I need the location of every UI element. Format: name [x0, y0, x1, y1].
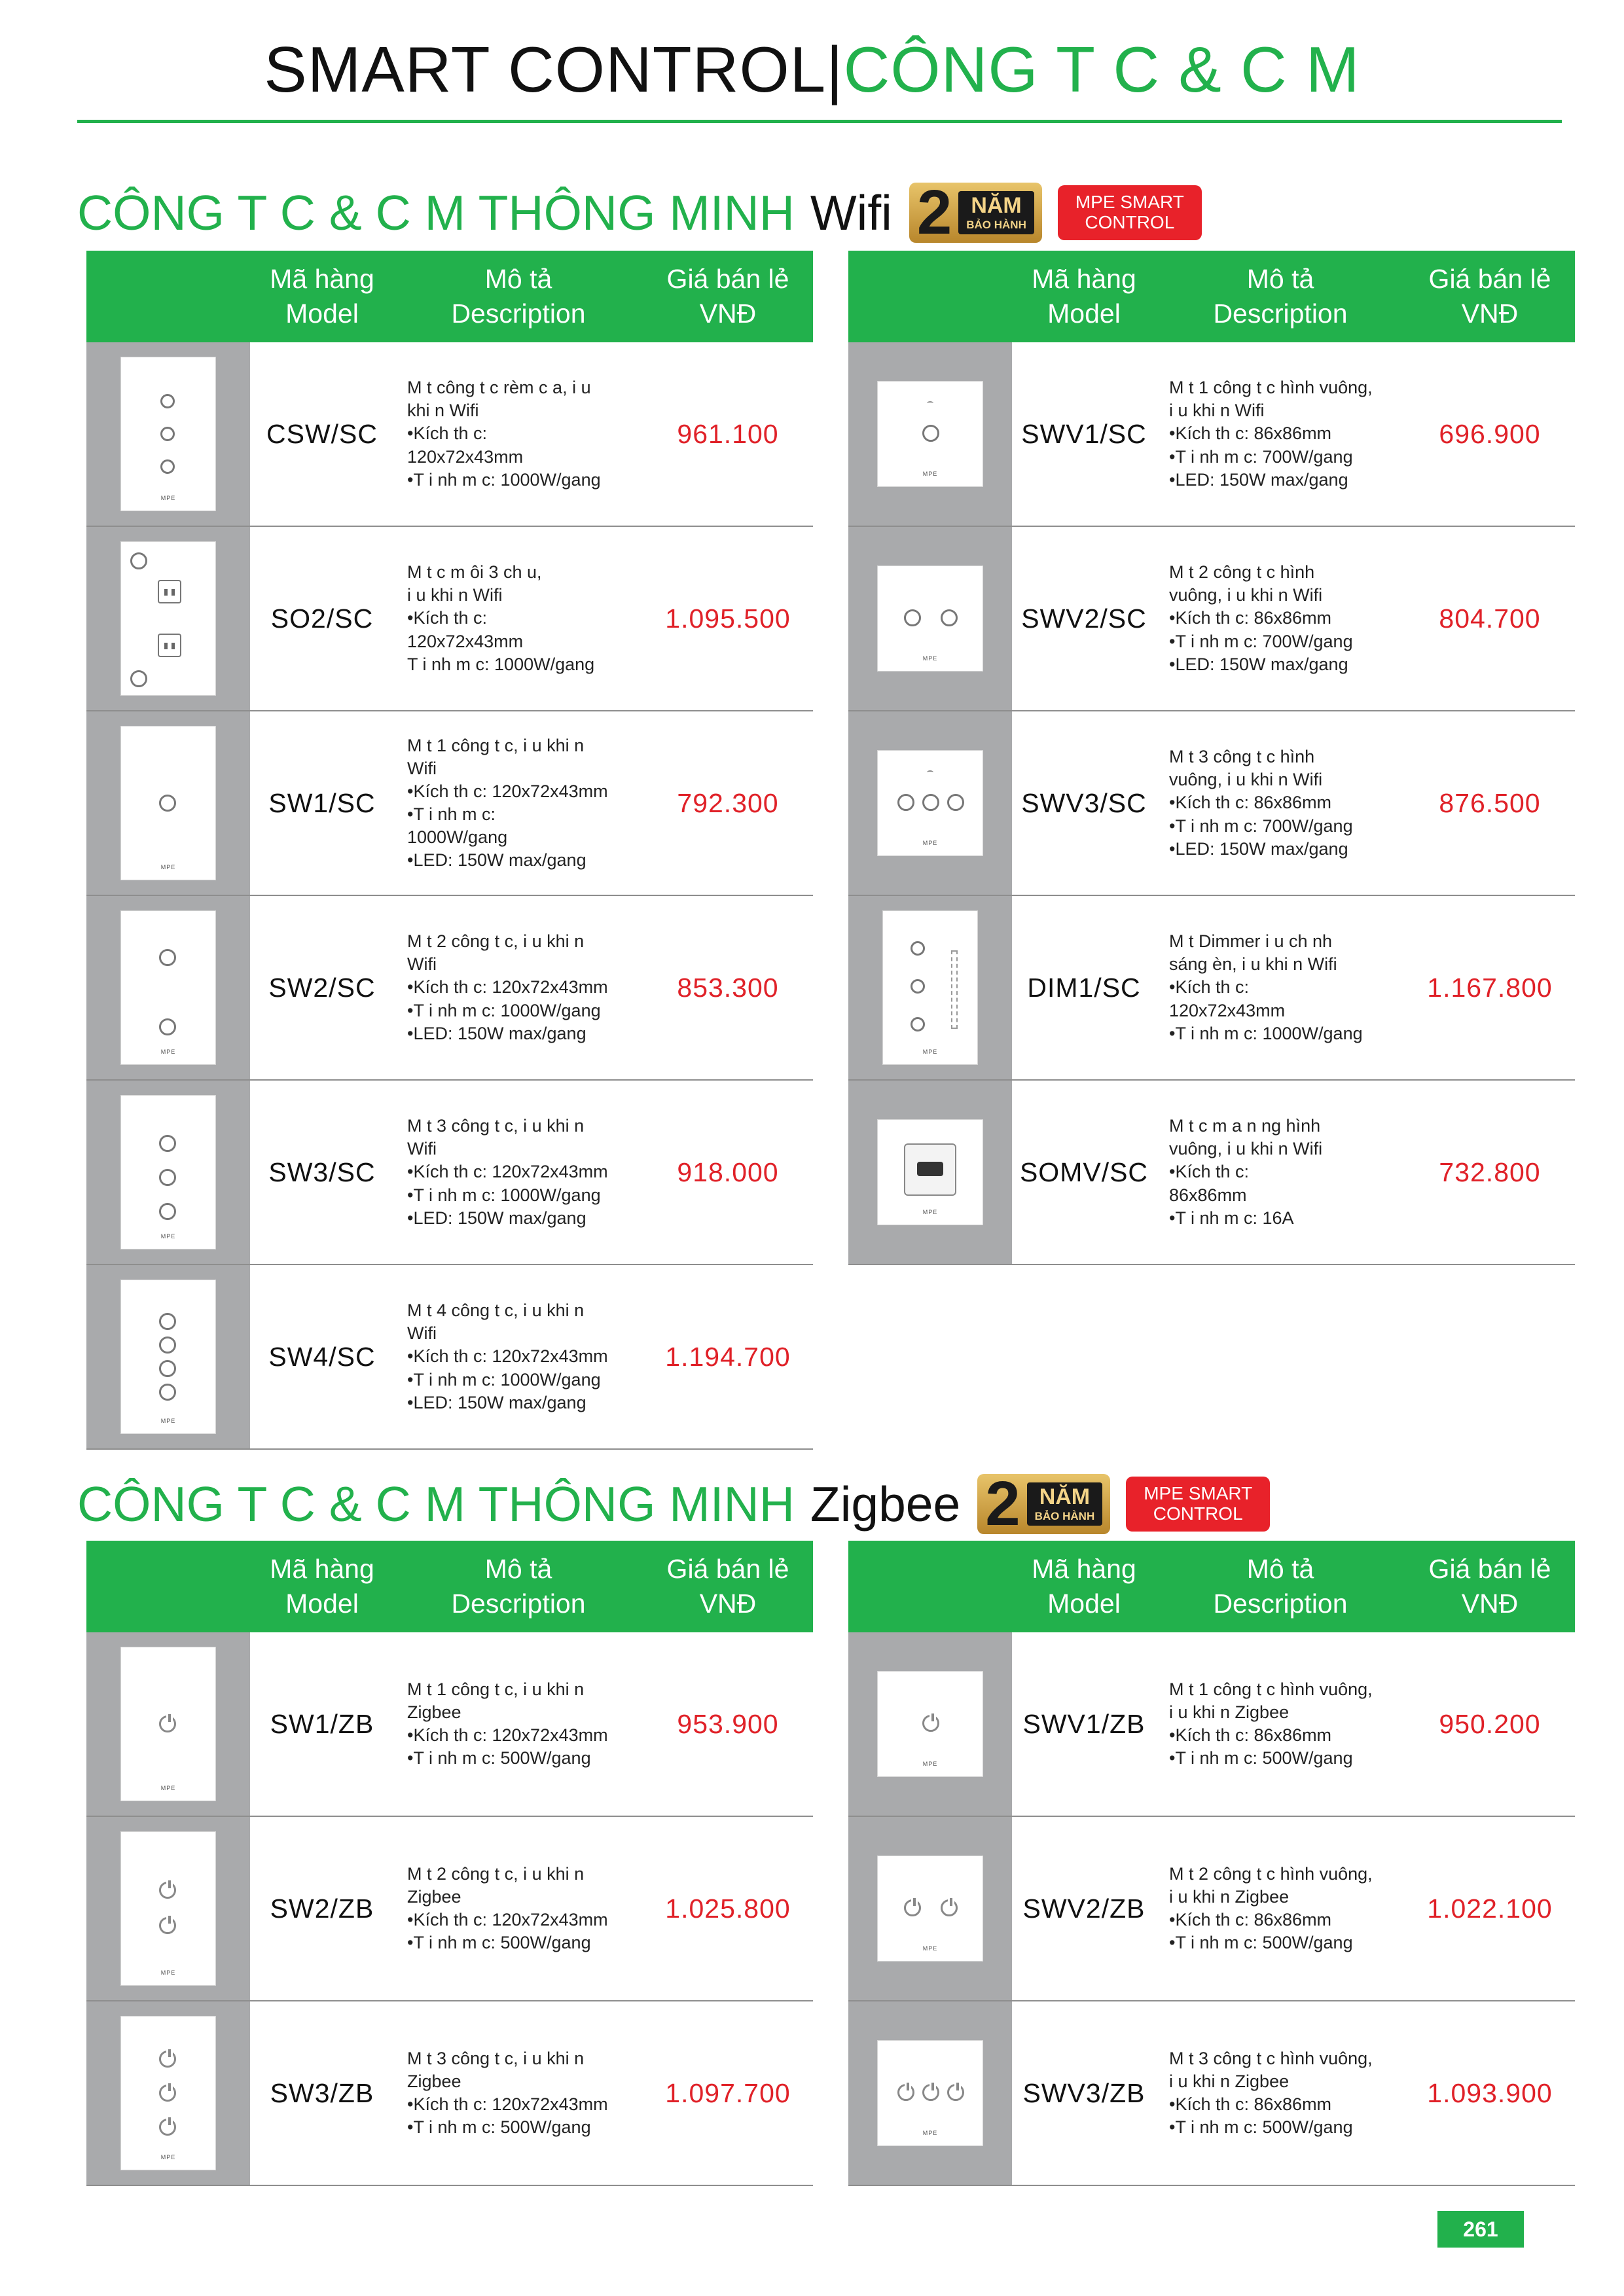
touch-button-icon: [159, 795, 176, 812]
model-code: SO2/SC: [270, 603, 374, 634]
model-code: SW3/SC: [268, 1157, 376, 1187]
power-icon: [159, 2085, 176, 2102]
product-image: MPE: [882, 910, 978, 1065]
table-row: [848, 527, 1575, 711]
product-image: MPE: [120, 1647, 216, 1801]
table-row: [848, 1817, 1575, 2001]
model-code: SWV1/ZB: [1022, 1708, 1146, 1739]
product-image: MPE: [877, 2040, 983, 2146]
touch-button-icon: [159, 1018, 176, 1035]
down-arrow-icon: [160, 459, 175, 474]
price: 1.093.900: [1427, 2077, 1553, 2108]
description: M t 2 công t c hình vuông, i u khi n Wifi •Kích th c: 86x86mm •T i nh m c: 700W/gang •LED: 150W max/gang: [1169, 562, 1353, 674]
table-row: [86, 896, 813, 1081]
power-icon: [159, 1917, 176, 1934]
model-code: SOMV/SC: [1019, 1157, 1149, 1187]
stop-icon: [160, 427, 175, 441]
power-icon: [159, 1715, 176, 1732]
zigbee-table-right: [848, 1541, 1575, 2186]
description: M t 1 công t c, i u khi n Zigbee •Kích th c: 120x72x43mm •T i nh m c: 500W/gang: [407, 1679, 608, 1768]
table-row: [86, 2001, 813, 2186]
brightness-up-icon: [911, 941, 925, 956]
price: 1.025.800: [665, 1893, 791, 1924]
description: M t 3 công t c, i u khi n Wifi •Kích th c: 120x72x43mm •T i nh m c: 1000W/gang •LED: 150W max/gang: [407, 1116, 608, 1228]
title-rule: [77, 120, 1562, 123]
product-image: MPE: [120, 2016, 216, 2170]
price: 918.000: [677, 1157, 779, 1187]
price: 1.097.700: [665, 2077, 791, 2108]
price: 853.300: [677, 972, 779, 1003]
section-heading-zigbee: CÔNG T C & C M THÔNG MINH Zigbee 2 NĂM BẢO HÀNH MPE SMART CONTROL: [77, 1468, 1270, 1540]
product-image: MPE: [120, 1095, 216, 1249]
product-image: MPE: [120, 357, 216, 511]
product-image: MPE: [120, 1280, 216, 1434]
power-icon: [922, 2084, 939, 2101]
power-icon: [922, 1715, 939, 1732]
warranty-badge: 2 NĂM BẢO HÀNH: [977, 1474, 1110, 1534]
price: 953.900: [677, 1708, 779, 1739]
price: 1.167.800: [1427, 972, 1553, 1003]
description: M t công t c rèm c a, i u khi n Wifi •Kích th c: 120x72x43mm •T i nh m c: 1000W/gang: [407, 378, 601, 490]
table-row: [848, 342, 1575, 527]
price: 792.300: [677, 787, 779, 818]
touch-button-icon: [159, 1135, 176, 1152]
touch-button-icon: [922, 794, 939, 811]
price: 876.500: [1439, 787, 1541, 818]
price: 1.095.500: [665, 603, 791, 634]
wifi-table-left: [86, 251, 813, 1450]
price: 696.900: [1439, 418, 1541, 449]
table-row: [86, 342, 813, 527]
model-code: SWV1/SC: [1021, 418, 1147, 449]
product-image: MPE: [120, 910, 216, 1065]
page-number: 261: [1437, 2211, 1524, 2248]
table-row: [848, 1081, 1575, 1265]
description: M t 3 công t c, i u khi n Zigbee •Kích th c: 120x72x43mm •T i nh m c: 500W/gang: [407, 2048, 608, 2138]
product-image: MPE: [120, 1831, 216, 1986]
power-icon: [159, 2119, 176, 2136]
touch-button-icon: [159, 1169, 176, 1186]
model-code: SW4/SC: [268, 1341, 376, 1372]
description: M t 1 công t c hình vuông, i u khi n Zigbee •Kích th c: 86x86mm •T i nh m c: 500W/gang: [1169, 1679, 1373, 1768]
table-row: [86, 1632, 813, 1817]
price: 804.700: [1439, 603, 1541, 634]
wifi-icon: [927, 770, 933, 774]
section-heading-wifi: CÔNG T C & C M THÔNG MINH Wifi 2 NĂM BẢO HÀNH MPE SMART CONTROL: [77, 177, 1202, 249]
product-image: MPE: [877, 750, 983, 856]
product-image: MPE: [877, 1856, 983, 1962]
description: M t c m a n ng hình vuông, i u khi n Wifi •Kích th c: 86x86mm •T i nh m c: 16A: [1169, 1116, 1323, 1228]
table-row: [86, 527, 813, 711]
price: 961.100: [677, 418, 779, 449]
touch-button-icon: [159, 1313, 176, 1330]
description: M t 2 công t c hình vuông, i u khi n Zigbee •Kích th c: 86x86mm •T i nh m c: 500W/gang: [1169, 1863, 1373, 1953]
price: 1.194.700: [665, 1341, 791, 1372]
brand-badge: MPE SMART CONTROL: [1126, 1477, 1270, 1532]
table-row: [86, 1265, 813, 1450]
description: M t 1 công t c hình vuông, i u khi n Wifi •Kích th c: 86x86mm •T i nh m c: 700W/gang •LED: 150W max/gang: [1169, 378, 1373, 490]
description: M t 1 công t c, i u khi n Wifi •Kích th c: 120x72x43mm •T i nh m c: 1000W/gang •LED: 150W max/gang: [407, 735, 608, 870]
power-icon: [904, 1899, 921, 1916]
multi-socket-icon: [904, 1143, 956, 1196]
model-code: SW2/SC: [268, 972, 376, 1003]
description: M t 4 công t c, i u khi n Wifi •Kích th c: 120x72x43mm •T i nh m c: 1000W/gang •LED: 150W max/gang: [407, 1300, 608, 1412]
product-image: MPE: [877, 565, 983, 672]
description: M t 3 công t c hình vuông, i u khi n Wifi •Kích th c: 86x86mm •T i nh m c: 700W/gang •LED: 150W max/gang: [1169, 747, 1353, 859]
touch-button-icon: [130, 670, 147, 687]
table-row: [848, 1632, 1575, 1817]
model-code: SW3/ZB: [270, 2077, 374, 2108]
touch-button-icon: [159, 1384, 176, 1401]
socket-icon: [158, 634, 181, 657]
product-image: MPE: [877, 1119, 983, 1225]
touch-button-icon: [159, 1360, 176, 1377]
brand-badge: MPE SMART CONTROL: [1058, 185, 1202, 240]
description: M t 2 công t c, i u khi n Zigbee •Kích th c: 120x72x43mm •T i nh m c: 500W/gang: [407, 1863, 608, 1953]
touch-button-icon: [159, 1336, 176, 1354]
description: M t Dimmer i u ch nh sáng èn, i u khi n Wifi •Kích th c: 120x72x43mm •T i nh m c: 1000W/gang: [1169, 931, 1363, 1043]
model-code: SW2/ZB: [270, 1893, 374, 1924]
touch-button-icon: [897, 794, 914, 811]
price: 1.022.100: [1427, 1893, 1553, 1924]
model-code: SW1/SC: [268, 787, 376, 818]
model-code: SWV3/ZB: [1022, 2077, 1146, 2108]
power-icon: [911, 979, 925, 994]
product-image: MPE: [877, 1671, 983, 1777]
power-icon: [159, 2051, 176, 2068]
touch-button-icon: [904, 609, 921, 626]
model-code: CSW/SC: [266, 418, 378, 449]
table-header: Mã hàng Model Mô tả Description Giá bán lẻ VNĐ: [86, 1541, 813, 1632]
up-arrow-icon: [160, 394, 175, 408]
price: 732.800: [1439, 1157, 1541, 1187]
table-header: Mã hàng Model Mô tả Description Giá bán lẻ VNĐ: [86, 251, 813, 342]
power-icon: [947, 2084, 964, 2101]
description: M t 2 công t c, i u khi n Wifi •Kích th c: 120x72x43mm •T i nh m c: 1000W/gang •LED: 150W max/gang: [407, 931, 608, 1043]
power-icon: [159, 1882, 176, 1899]
table-header: Mã hàng Model Mô tả Description Giá bán lẻ VNĐ: [848, 251, 1575, 342]
description: M t 3 công t c hình vuông, i u khi n Zigbee •Kích th c: 86x86mm •T i nh m c: 500W/gang: [1169, 2048, 1373, 2138]
touch-button-icon: [130, 552, 147, 569]
warranty-badge: 2 NĂM BẢO HÀNH: [909, 183, 1042, 243]
touch-button-icon: [159, 1203, 176, 1220]
product-image: MPE: [877, 381, 983, 487]
table-row: [86, 1081, 813, 1265]
model-code: SWV2/SC: [1021, 603, 1147, 634]
dimmer-slider: [951, 950, 958, 1029]
table-header: Mã hàng Model Mô tả Description Giá bán lẻ VNĐ: [848, 1541, 1575, 1632]
touch-button-icon: [159, 949, 176, 966]
touch-button-icon: [922, 425, 939, 442]
zigbee-table-left: [86, 1541, 813, 2186]
power-icon: [897, 2084, 914, 2101]
table-row: [86, 1817, 813, 2001]
product-image: [120, 541, 216, 696]
model-code: SWV2/ZB: [1022, 1893, 1146, 1924]
socket-icon: [158, 580, 181, 603]
product-image: MPE: [120, 726, 216, 880]
brightness-down-icon: [911, 1017, 925, 1031]
wifi-table-right: [848, 251, 1575, 1265]
description: M t c m ôi 3 ch u, i u khi n Wifi •Kích th c: 120x72x43mm T i nh m c: 1000W/gang: [407, 562, 595, 674]
model-code: DIM1/SC: [1027, 972, 1141, 1003]
model-code: SWV3/SC: [1021, 787, 1147, 818]
table-row: [848, 711, 1575, 896]
power-icon: [941, 1899, 958, 1916]
table-row: [848, 896, 1575, 1081]
touch-button-icon: [941, 609, 958, 626]
model-code: SW1/ZB: [270, 1708, 374, 1739]
touch-button-icon: [947, 794, 964, 811]
table-row: [848, 2001, 1575, 2186]
table-row: [86, 711, 813, 896]
page-title: SMART CONTROL|CÔNG T C & C M: [264, 33, 1360, 105]
price: 950.200: [1439, 1708, 1541, 1739]
wifi-icon: [927, 401, 933, 405]
